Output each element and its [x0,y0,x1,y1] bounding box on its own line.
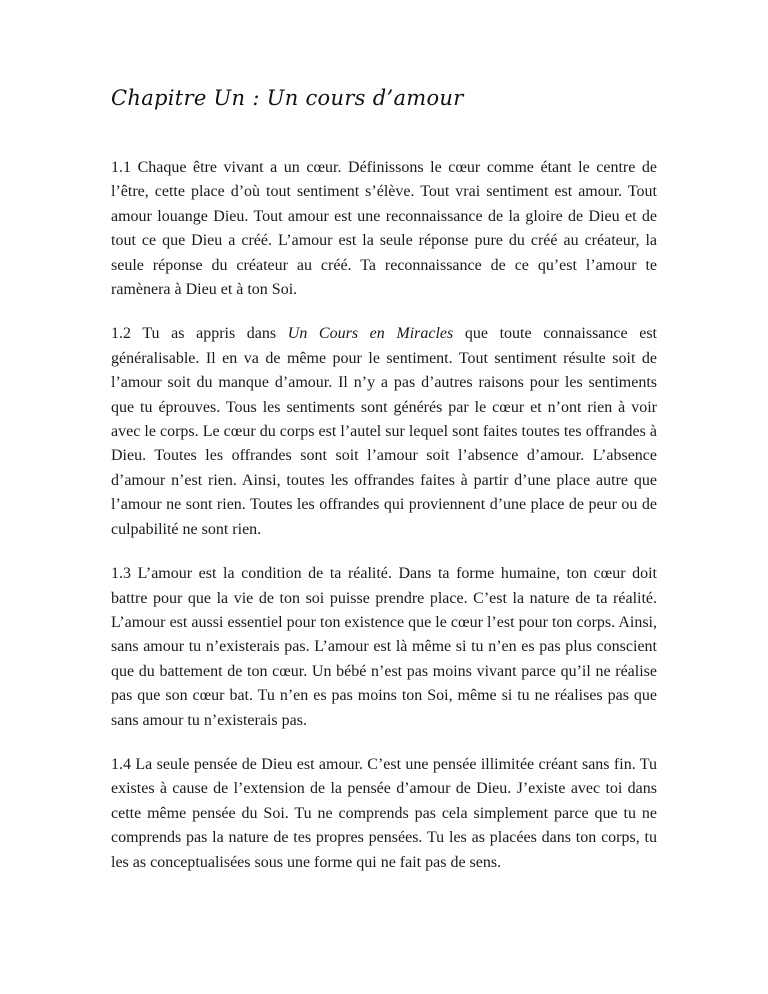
paragraph-1-3: 1.3 L’amour est la condition de ta réalité. Dans ta forme humaine, ton cœur doit battre pour que la vie de ton soi puisse prendre place. C’est la nature de ta réalité. L’amour est aussi essentiel pour ton existence que le cœur l’est pour ton corps. Ainsi, sans amour tu n’existerais pas. L’amour est là même si tu n’en es pas plus conscient que du battement de ton cœur. Un bébé n’est pas moins vivant parce qu’il ne réalise pas que son cœur bat. Tu n’en es pas moins ton Soi, même si tu ne réalises pas que sans amour tu n’existerais pas. [111,565,657,729]
book-title: Un Cours en Miracles [287,325,454,343]
body-text [111,156,657,895]
paragraph-1-2 [111,322,657,542]
paragraph-1-2-rest: que toute connaissance est généralisable. Il en va de même pour le sentiment. Tout sentiment résulte soit de l’amour soit du manque d’amour. Il n’y a pas d’autres raisons pour les sentiments que tu éprouves. Tous les sentiments sont générés par le cœur et n’ont rien à voir avec le corps. Le cœur du corps est l’autel sur lequel sont faites toutes tes offrandes à Dieu. Toutes les offrandes sont soit l’amour soit l’absence d’amour. L’absence d’amour n’est rien. Ainsi, toutes les offrandes faites à partir d’une place autre que l’amour ne sont rien. Toutes les offrandes qui proviennent d’une place de peur ou de culpabilité ne sont rien. [111,325,657,538]
chapter-title: Chapitre Un : Un cours d’amour [111,86,464,110]
paragraph-1-4: 1.4 La seule pensée de Dieu est amour. C’est une pensée illimitée créant sans fin. Tu existes à cause de l’extension de la pensée d’amour de Dieu. J’existe avec toi dans cette même pensée du Soi. Tu ne comprends pas cela simplement parce que tu ne comprends pas la nature de tes propres pensées. Tu les as placées dans ton corps, tu les as conceptualisées sous une forme qui ne fait pas de sens. [111,755,657,871]
paragraph-1-1: 1.1 Chaque être vivant a un cœur. Définissons le cœur comme étant le centre de l’être, cette place d’où tout sentiment s’élève. Tout vrai sentiment est amour. Tout amour louange Dieu. Tout amour est une reconnaissance de la gloire de Dieu et de tout ce que Dieu a créé. L’amour est la seule réponse pure du créé au créateur, la seule réponse du créateur au créé. Ta reconnaissance de ce qu’est l’amour te ramènera à Dieu et à ton Soi. [111,159,657,299]
paragraph-1-2-intro: 1.2 Tu as appris dans [111,325,288,343]
